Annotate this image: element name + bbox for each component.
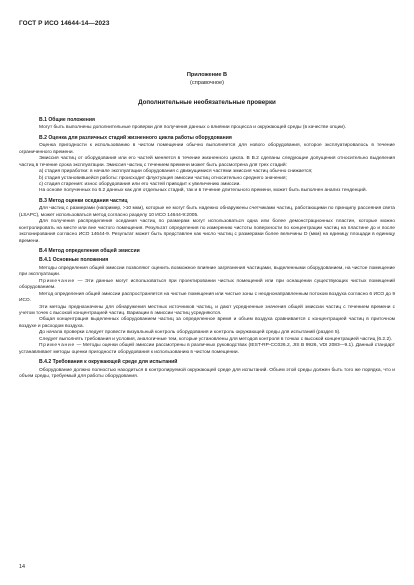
paragraph: Общая концентрация выделенных оборудованием частиц за определенное время и объем воздуха сравнивается с концентрацией частиц в приточном воздухе и расходом воздуха. bbox=[19, 317, 395, 329]
running-header: ГОСТ Р ИСО 14644-14—2023 bbox=[19, 20, 110, 27]
note-paragraph bbox=[19, 343, 395, 356]
body-text bbox=[19, 114, 395, 380]
section-heading: В.2 Оценка для различных стадий жизненного цикла работы оборудования bbox=[39, 134, 232, 141]
paragraph: Могут быть выполнены дополнительные проверки для получения данных о влиянии процесса и окружающей среды (в качестве опции). bbox=[39, 125, 347, 131]
paragraph: Метод определения общей эмиссии распространяется на чистые помещения или чистые зоны с неоднонаправленным потоком воздуха согласно 6 ИСО до 9 ИСО. bbox=[19, 291, 396, 304]
note-label: Примечание bbox=[39, 278, 76, 284]
page-number: 14 bbox=[19, 564, 25, 570]
annex-type: (справочное) bbox=[190, 80, 224, 86]
paragraph: Методы определения общей эмиссии позволяют оценить возможное влияние загрязнения частицами, выделенными оборудованием, на чистое помещение при эксплуатации. bbox=[19, 265, 395, 278]
note-label: Примечание bbox=[39, 343, 76, 349]
section-heading: В.4 Метод определения общей эмиссии bbox=[39, 248, 140, 255]
annex-heading: Дополнительные необязательные проверки bbox=[138, 99, 276, 106]
paragraph: Эти методы предназначены для обнаружения местных источников частиц, и дают усредненные значения общей эмиссии частиц с течением времени с учетом точек с высокой концентрацией частиц. Вариации в эмиссии частиц усредняются. bbox=[19, 304, 395, 316]
paragraph: На основе полученных по 6.2 данных как для отдельных стадий, так и в течение длительного времени, может быть выполнен анализ тенденций. bbox=[39, 188, 367, 194]
paragraph: b) стадия установившейся работы: происходит флуктуация эмиссии частиц относительно среднего значения; bbox=[39, 175, 287, 181]
section-heading: В.1 Общие положения bbox=[39, 117, 95, 123]
note-paragraph bbox=[19, 279, 395, 292]
paragraph: а) стадия приработки: в начале эксплуатации оборудования с движущимися частями эмиссия частиц обычно снижается; bbox=[39, 169, 313, 175]
section-heading: В.4.2 Требования к окружающей среде для испытаний bbox=[39, 359, 178, 366]
paragraph: Для частиц с размерами (например, >10 мкм), которые не могут быть надежно обнаружены счетчиками частиц, работающими по принципу рассеяния света (LSAPC), может использоваться метод согласно разделу 10 ИСО 14644-9:2005. bbox=[19, 206, 395, 218]
note-text: — Эти данные могут использоваться при проектировании чистых помещений или при оснащении существующих чистых помещений оборудованием. bbox=[19, 278, 395, 291]
paragraph: Для получения распределения оседания частиц по размерам могут использоваться одна или более демонстрационных пластин, которые можно контролировать на месте или вне чистого помещения. Результат определения по измерению чистоты поверхности по концентрации частиц на пластине до и после экспонирования согласно ИСО 14644-9. Результат может быть представлен как число частиц с размерами более величины D (мкм) на единицу площади в единицу времени. bbox=[19, 219, 395, 244]
paragraph: Эмиссия частиц от оборудования или его частей меняется в течение жизненного цикла. В В.2 сделаны следующие допущения относительно выделения частиц в течение срока эксплуатации. Эмиссия частиц с течением времени может быть рассмотрена для трех стадий: bbox=[19, 156, 395, 168]
paragraph: Следует выполнять требования и условия, аналогичные тем, которые установлены для методов контроля в точках с высокой концентрацией частиц (6.2.2). bbox=[39, 336, 393, 342]
section-heading: В.4.1 Основные положения bbox=[39, 257, 109, 264]
paragraph: с) стадия старения: износ оборудования или его частей приводит к увеличению эмиссии. bbox=[39, 181, 241, 187]
section-heading: В.3 Метод оценки оседания частиц bbox=[39, 197, 128, 204]
paragraph: Оборудование должно полностью находиться в контролируемой окружающей среде для испытаний. Объем этой среды должен быть того же порядка, что и объем среды, требуемый для работы оборудования. bbox=[19, 367, 395, 380]
annex-title: Приложение В bbox=[186, 72, 228, 78]
paragraph: Оценка пригодности к использованию в чистом помещении обычно выполняется для нового оборудования, которое эксплуатировалось в течение ограниченного времени. bbox=[19, 143, 395, 155]
note-text: — Методы оценки общей эмиссии рассмотрены в различных руководствах (IEST-RP-CC026.2, JIS B 9926, VDI 2083—9.1). Данный стандарт устанавливает методы оценки пригодности оборудования к использованию в чистом помещении. bbox=[19, 343, 395, 355]
paragraph: До начала проверки следует провести визуальный контроль оборудования и контроль окружающей среды для испытаний (раздел 5). bbox=[39, 330, 341, 336]
